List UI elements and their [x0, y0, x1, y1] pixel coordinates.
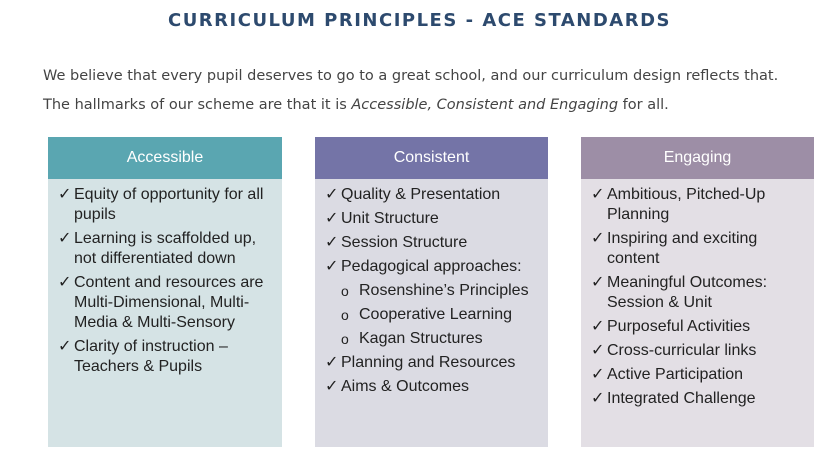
list-item [591, 317, 806, 337]
check-icon: ✓ [58, 186, 72, 203]
list-item [325, 353, 540, 373]
intro-line-2-emphasis: Accessible, Consistent and Engaging [351, 97, 619, 113]
list-item [58, 337, 274, 377]
intro-line-2-prefix: The hallmarks of our scheme are that it is [43, 97, 352, 113]
card-engaging [581, 137, 814, 447]
list-item-text: Cooperative Learning [359, 306, 512, 323]
list-item-text: Aims & Outcomes [341, 378, 470, 395]
list-item [591, 273, 806, 313]
list-item-text: Quality & Presentation [341, 186, 501, 203]
list-item-text: Rosenshine’s Principles [359, 282, 529, 299]
page-title: CURRICULUM PRINCIPLES - ACE STANDARDS [167, 10, 672, 31]
card-body [315, 179, 548, 447]
list-item [325, 185, 540, 205]
check-icon: ✓ [325, 258, 339, 275]
list-item-text: Inspiring and exciting content [607, 230, 758, 267]
card-heading: Consistent [315, 137, 548, 179]
card-body [581, 179, 814, 447]
check-icon: ✓ [591, 390, 605, 407]
check-icon: ✓ [325, 234, 339, 251]
list-item-text: Unit Structure [341, 210, 439, 227]
intro-line-2-suffix: for all. [618, 97, 669, 113]
check-icon: ✓ [58, 230, 72, 247]
list-item-text: Pedagogical approaches: [341, 258, 522, 275]
circle-bullet-icon: o [341, 283, 349, 299]
circle-bullet-icon: o [341, 331, 349, 347]
list-item-text: Equity of opportunity for all pupils [74, 186, 264, 223]
sub-list-item [325, 305, 540, 325]
list-item [591, 341, 806, 361]
list-item [58, 229, 274, 269]
list-item-text: Planning and Resources [341, 354, 516, 371]
list-item [591, 185, 806, 225]
list-item-text: Kagan Structures [359, 330, 483, 347]
card-heading: Accessible [48, 137, 282, 179]
circle-bullet-icon: o [341, 307, 349, 323]
card-accessible [48, 137, 282, 447]
check-icon: ✓ [325, 186, 339, 203]
list-item-text: Cross-curricular links [607, 342, 757, 359]
list-item-text: Content and resources are Multi-Dimensional, Multi-Media & Multi-Sensory [74, 274, 264, 331]
list-item-text: Ambitious, Pitched-Up Planning [607, 186, 766, 223]
check-icon: ✓ [591, 186, 605, 203]
principle-list [58, 185, 274, 377]
check-icon: ✓ [591, 366, 605, 383]
check-icon: ✓ [591, 318, 605, 335]
check-icon: ✓ [325, 354, 339, 371]
check-icon: ✓ [58, 338, 72, 355]
card-consistent [315, 137, 548, 447]
card-heading: Engaging [581, 137, 814, 179]
list-item [325, 233, 540, 253]
sub-list-item [325, 329, 540, 349]
intro-line-1: We believe that every pupil deserves to go to a great school, and our curriculum design reflects that. [43, 68, 779, 84]
list-item [325, 377, 540, 397]
list-item-text: Learning is scaffolded up, not differentiated down [74, 230, 257, 267]
check-icon: ✓ [325, 378, 339, 395]
list-item [591, 389, 806, 409]
list-item-text: Integrated Challenge [607, 390, 756, 407]
check-icon: ✓ [58, 274, 72, 291]
list-item [325, 209, 540, 229]
intro-text [43, 62, 823, 120]
list-item [591, 365, 806, 385]
principle-list [325, 185, 540, 397]
list-item-text: Clarity of instruction – Teachers & Pupils [74, 338, 228, 375]
check-icon: ✓ [591, 274, 605, 291]
list-item-text: Meaningful Outcomes: Session & Unit [607, 274, 768, 311]
list-item [591, 229, 806, 269]
list-item [325, 257, 540, 277]
check-icon: ✓ [591, 230, 605, 247]
list-item-text: Purposeful Activities [607, 318, 751, 335]
list-item [58, 185, 274, 225]
list-item [58, 273, 274, 333]
card-body [48, 179, 282, 447]
list-item-text: Session Structure [341, 234, 468, 251]
sub-list-item [325, 281, 540, 301]
intro-line-2 [43, 91, 823, 120]
check-icon: ✓ [591, 342, 605, 359]
principle-list [591, 185, 806, 409]
check-icon: ✓ [325, 210, 339, 227]
list-item-text: Active Participation [607, 366, 744, 383]
